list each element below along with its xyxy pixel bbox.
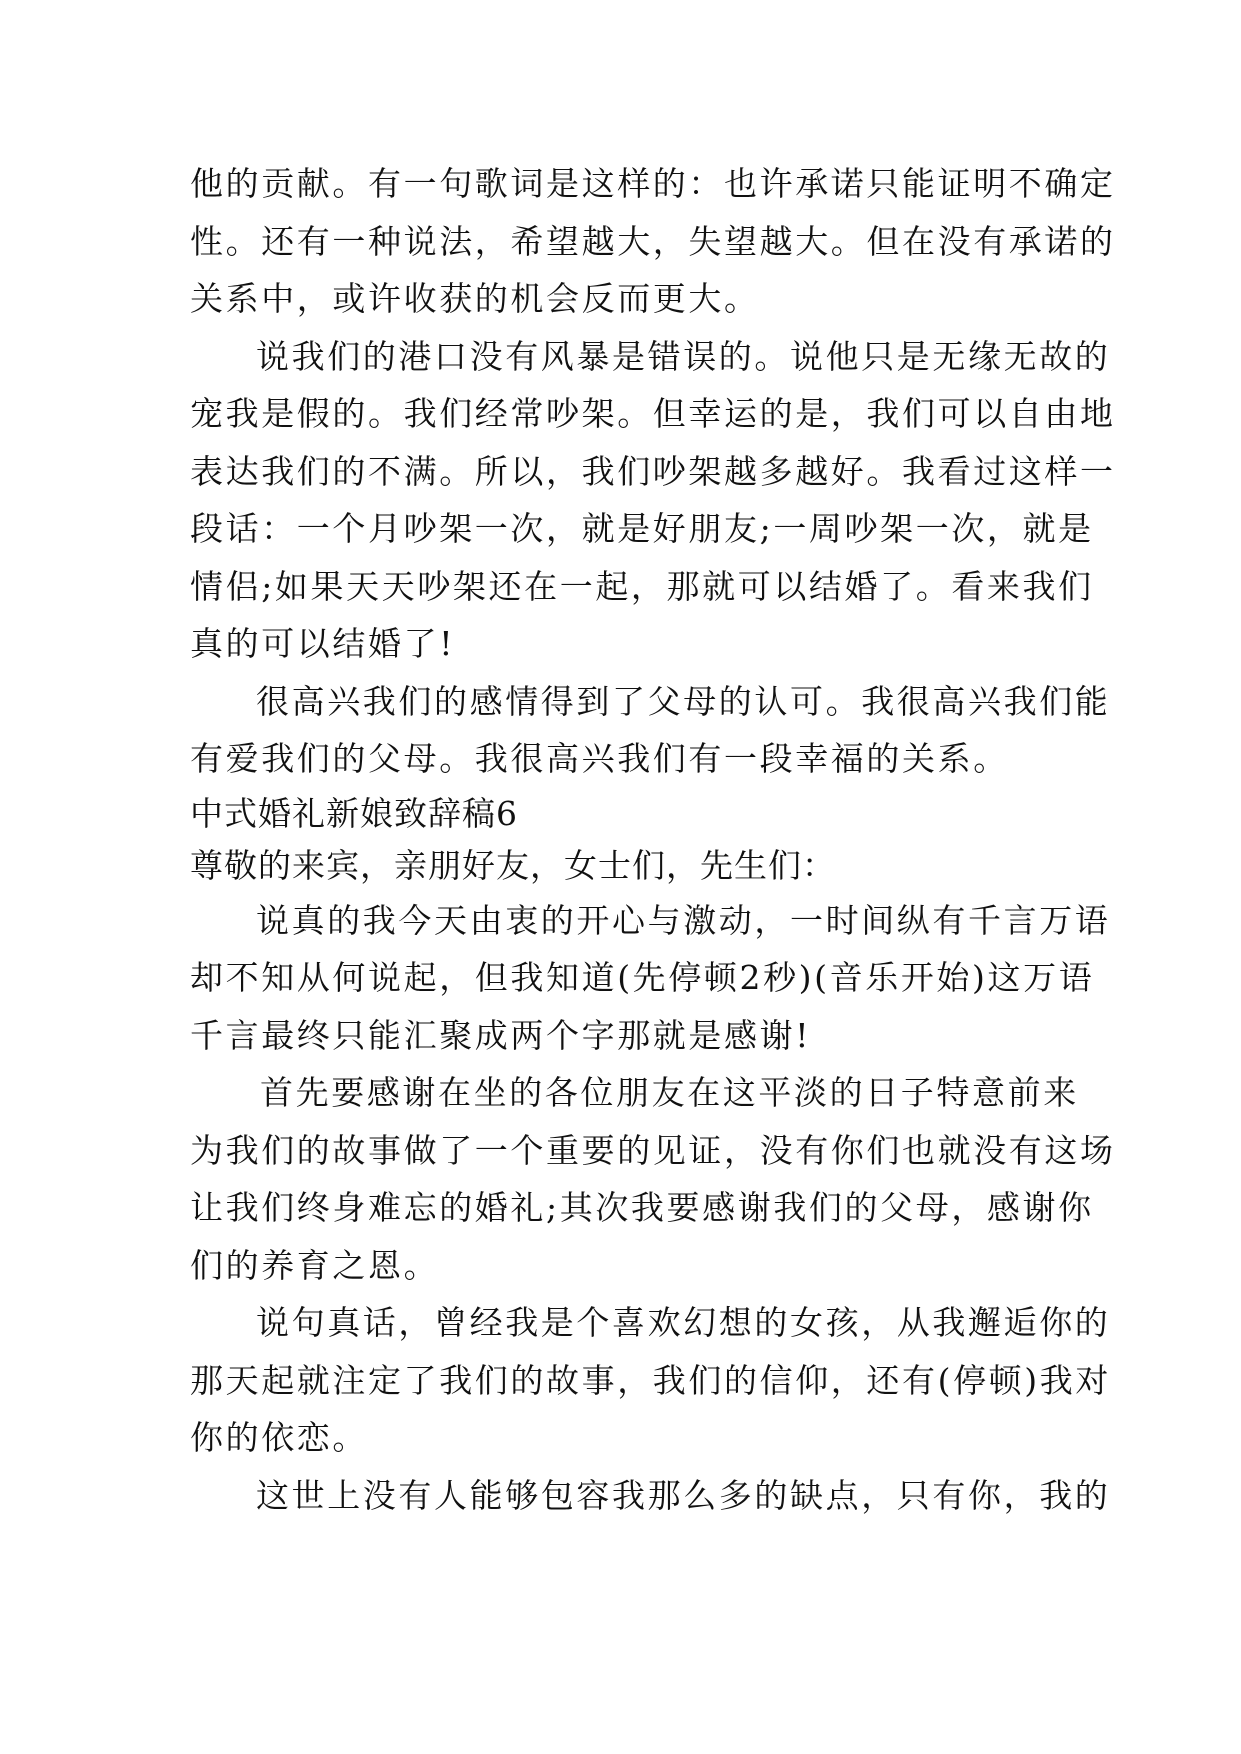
- paragraph-start-line: 首先要感谢在坐的各位朋友在这平淡的日子特意前来: [260, 1073, 1079, 1112]
- text-line: 段话：一个月吵架一次，就是好朋友;一周吵架一次，就是: [190, 509, 1094, 548]
- text-line: 性。还有一种说法，希望越大，失望越大。但在没有承诺的: [190, 221, 1116, 261]
- text-line: 宠我是假的。我们经常吵架。但幸运的是，我们可以自由地: [190, 394, 1116, 433]
- paragraph-start-line: 说真的我今天由衷的开心与激动，一时间纵有千言万语: [256, 900, 1111, 940]
- salutation-line: 尊敬的来宾，亲朋好友，女士们，先生们：: [190, 845, 836, 885]
- document-body: [190, 155, 1116, 1524]
- text-line: 让我们终身难忘的婚礼;其次我要感谢我们的父母，感谢你: [190, 1188, 1094, 1227]
- text-line: 们的养育之恩。: [190, 1245, 440, 1285]
- text-line: 情侣;如果天天吵架还在一起，那就可以结婚了。看来我们: [190, 566, 1094, 606]
- text-line: 你的依恋。: [190, 1418, 368, 1457]
- paragraph-start-line: 这世上没有人能够包容我那么多的缺点，只有你，我的: [256, 1475, 1111, 1515]
- text-line: 关系中，或许收获的机会反而更大。: [190, 279, 760, 318]
- paragraph-start-line: 说句真话，曾经我是个喜欢幻想的女孩，从我邂逅你的: [256, 1303, 1111, 1342]
- text-line: 有爱我们的父母。我很高兴我们有一段幸福的关系。: [190, 739, 1009, 778]
- text-line: 千言最终只能汇聚成两个字那就是感谢!: [190, 1015, 812, 1055]
- section-heading: 中式婚礼新娘致辞稿6: [190, 793, 518, 833]
- text-line: 为我们的故事做了一个重要的见证，没有你们也就没有这场: [190, 1130, 1116, 1170]
- text-line: 他的贡献。有一句歌词是这样的：也许承诺只能证明不确定: [190, 164, 1116, 203]
- text-line: 真的可以结婚了!: [190, 624, 456, 663]
- text-line: 却不知从何说起，但我知道(先停顿2秒)(音乐开始)这万语: [190, 958, 1095, 997]
- text-line: 表达我们的不满。所以，我们吵架越多越好。我看过这样一: [190, 451, 1116, 491]
- paragraph-start-line: 说我们的港口没有风暴是错误的。说他只是无缘无故的: [256, 336, 1111, 376]
- text-line: 那天起就注定了我们的故事，我们的信仰，还有(停顿)我对: [190, 1360, 1111, 1400]
- paragraph-start-line: 很高兴我们的感情得到了父母的认可。我很高兴我们能: [256, 681, 1111, 721]
